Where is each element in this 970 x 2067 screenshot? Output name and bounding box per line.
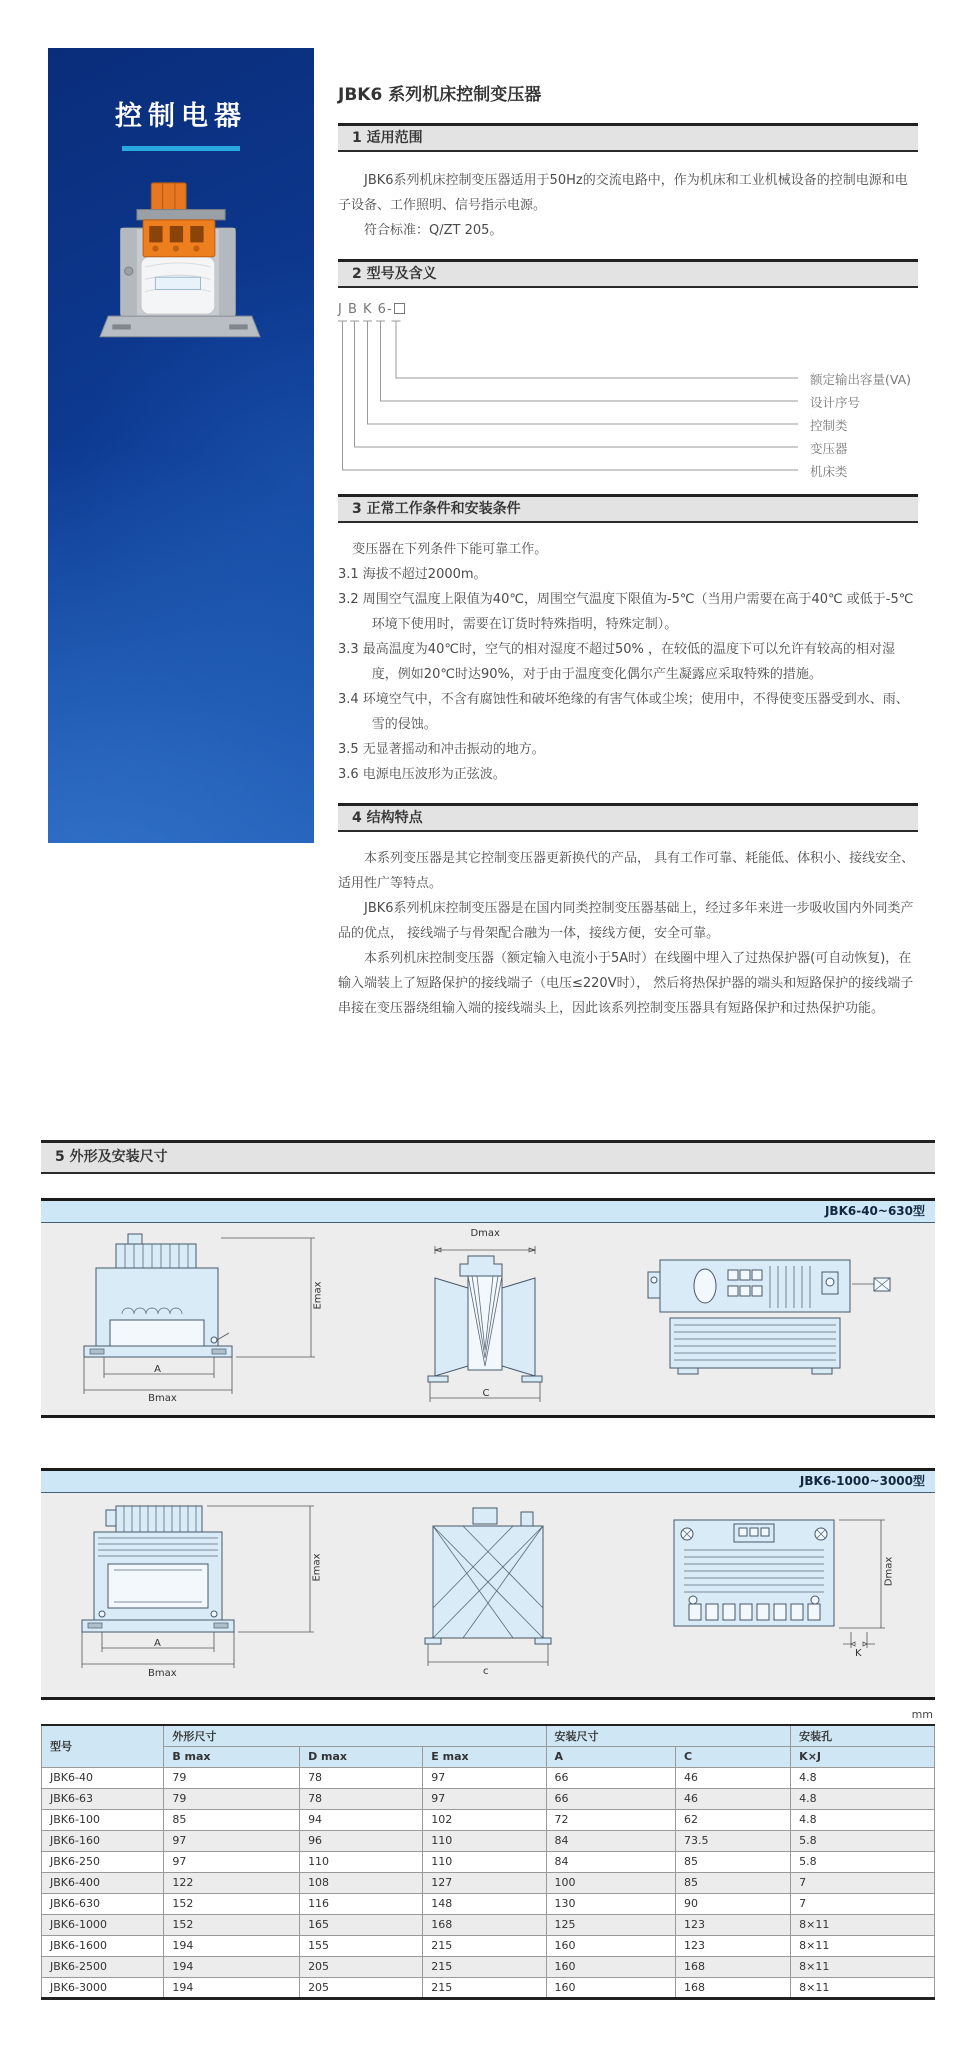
cell: 168 [423, 1914, 546, 1935]
table-row [42, 1956, 935, 1977]
dim-c: c [483, 1666, 489, 1677]
dim-c: C [482, 1388, 490, 1399]
designation-label: 控制类 [810, 418, 848, 433]
designation-label: 设计序号 [810, 395, 861, 410]
panel-model-range-label: JBK6-1000~3000型 [41, 1471, 935, 1493]
cell-model: JBK6-400 [42, 1872, 164, 1893]
table-row [42, 1893, 935, 1914]
section4-paragraph: JBK6系列机床控制变压器是在国内同类控制变压器基础上，经过多年来进一步吸收国内外同类产品的优点， 接线端子与骨架配合融为一体，接线方便，安全可靠。 [338, 901, 914, 941]
front-view-drawing [62, 1498, 347, 1692]
dim-emax: Emax [312, 1281, 324, 1310]
dim-bmax: Bmax [148, 1668, 177, 1679]
cell: 160 [546, 1977, 675, 1998]
section1-paragraph: JBK6系列机床控制变压器适用于50Hz的交流电路中，作为机床和工业机械设备的控制电源和电子设备、工作照明、信号指示电源。 [338, 173, 908, 213]
col-header-a: A [546, 1746, 675, 1767]
cell: 66 [546, 1788, 675, 1809]
cell: 4.8 [791, 1809, 935, 1830]
condition-item: 3.4 环境空气中，不含有腐蚀性和破坏绝缘的有害气体或尘埃；使用中，不得使变压器受到水、雨、雪的侵蚀。 [338, 692, 909, 732]
section1-standard: 符合标准：Q/ZT 205。 [364, 223, 503, 238]
side-view-drawing [373, 1498, 603, 1692]
cell: 102 [423, 1809, 546, 1830]
cell-model: JBK6-1000 [42, 1914, 164, 1935]
cell-model: JBK6-1600 [42, 1935, 164, 1956]
cell: 97 [164, 1851, 300, 1872]
col-header-dmax: D max [300, 1746, 423, 1767]
main-column [338, 80, 918, 1021]
cell-model: JBK6-40 [42, 1767, 164, 1788]
cell: 122 [164, 1872, 300, 1893]
cell: 7 [791, 1893, 935, 1914]
cell: 96 [300, 1830, 423, 1851]
col-header-c: C [675, 1746, 790, 1767]
col-header-emax: E max [423, 1746, 546, 1767]
cell: 123 [675, 1935, 790, 1956]
section3-intro: 变压器在下列条件下能可靠工作。 [352, 542, 548, 557]
col-header-bmax: B max [164, 1746, 300, 1767]
dimension-panel-small-models [41, 1198, 935, 1418]
cell-model: JBK6-250 [42, 1851, 164, 1872]
table-row [42, 1767, 935, 1788]
section2-header: 2 型号及含义 [338, 259, 918, 288]
cell: 4.8 [791, 1788, 935, 1809]
cell: 127 [423, 1872, 546, 1893]
cell: 84 [546, 1851, 675, 1872]
table-row [42, 1977, 935, 1998]
section1-header: 1 适用范围 [338, 123, 918, 152]
panel-drawings [41, 1493, 935, 1697]
cell: 97 [423, 1767, 546, 1788]
condition-item: 3.5 无显著摇动和冲击振动的地方。 [338, 742, 545, 757]
cell: 155 [300, 1935, 423, 1956]
cell: 110 [423, 1830, 546, 1851]
table-row [42, 1872, 935, 1893]
rear-view-drawing [630, 1228, 910, 1410]
dim-bmax: Bmax [148, 1393, 177, 1404]
condition-item: 3.2 周围空气温度上限值为40℃，周围空气温度下限值为-5℃（当用户需要在高于40℃ 或低于-5℃ 环境下使用时，需要在订货时特殊指明，特殊定制）。 [338, 592, 914, 632]
cell-model: JBK6-63 [42, 1788, 164, 1809]
model-designation-diagram [338, 302, 918, 494]
cell-model: JBK6-3000 [42, 1977, 164, 1998]
sidebar-title: 控制电器 [115, 101, 247, 132]
section4-header: 4 结构特点 [338, 803, 918, 832]
cell: 7 [791, 1872, 935, 1893]
side-view-drawing [380, 1228, 595, 1410]
cell: 73.5 [675, 1830, 790, 1851]
cell: 66 [546, 1767, 675, 1788]
transformer-product-photo [98, 180, 262, 356]
dim-a: A [154, 1638, 161, 1649]
designation-label: 机床类 [810, 464, 848, 479]
cell: 8×11 [791, 1935, 935, 1956]
table-group-header-row [42, 1725, 935, 1746]
section4-body [338, 846, 918, 1021]
table-row [42, 1788, 935, 1809]
cell: 4.8 [791, 1767, 935, 1788]
cell: 97 [423, 1788, 546, 1809]
cell: 160 [546, 1935, 675, 1956]
section4-paragraph: 本系列机床控制变压器（额定输入电流小于5A时）在线圈中埋入了过热保护器(可自动恢复)，在输入端装上了短路保护的接线端子（电压≤220V时）， 然后将热保护器的端头和短路保护的接线端子串接在变压器绕组输入端的接线端头上，因此该系列控制变压器具有短路保护和过热保护功能。 [338, 951, 914, 1016]
cell-model: JBK6-100 [42, 1809, 164, 1830]
col-header-kj: K×J [791, 1746, 935, 1767]
cell: 78 [300, 1788, 423, 1809]
section3-header: 3 正常工作条件和安装条件 [338, 494, 918, 523]
cell: 168 [675, 1956, 790, 1977]
col-group-mounting: 安装尺寸 [546, 1725, 791, 1746]
cell: 97 [164, 1830, 300, 1851]
col-header-model: 型号 [42, 1725, 164, 1767]
cell-model: JBK6-160 [42, 1830, 164, 1851]
cell: 85 [675, 1851, 790, 1872]
table-row [42, 1830, 935, 1851]
panel-model-range-label: JBK6-40~630型 [41, 1201, 935, 1223]
cell: 8×11 [791, 1977, 935, 1998]
dim-dmax: Dmax [470, 1228, 500, 1239]
cell: 116 [300, 1893, 423, 1914]
unit-label: mm [911, 1708, 933, 1721]
cell: 72 [546, 1809, 675, 1830]
cell: 168 [675, 1977, 790, 1998]
section3-conditions [338, 562, 918, 787]
section4-paragraph: 本系列变压器是其它控制变压器更新换代的产品， 具有工作可靠、耗能低、体积小、接线安全、适用性广等特点。 [338, 851, 915, 891]
cell: 215 [423, 1935, 546, 1956]
cell: 5.8 [791, 1830, 935, 1851]
dimension-panel-large-models [41, 1468, 935, 1700]
table-row [42, 1914, 935, 1935]
sidebar [48, 48, 314, 843]
cell: 85 [164, 1809, 300, 1830]
cell: 194 [164, 1935, 300, 1956]
cell: 123 [675, 1914, 790, 1935]
cell: 8×11 [791, 1914, 935, 1935]
cell: 46 [675, 1788, 790, 1809]
cell: 205 [300, 1977, 423, 1998]
cell: 194 [164, 1956, 300, 1977]
cell: 90 [675, 1893, 790, 1914]
cell-model: JBK6-630 [42, 1893, 164, 1914]
cell: 84 [546, 1830, 675, 1851]
cell: 79 [164, 1788, 300, 1809]
table-row [42, 1851, 935, 1872]
page-title: JBK6 系列机床控制变压器 [338, 85, 542, 105]
cell: 79 [164, 1767, 300, 1788]
table-row [42, 1809, 935, 1830]
cell: 100 [546, 1872, 675, 1893]
cell: 110 [423, 1851, 546, 1872]
cell: 215 [423, 1977, 546, 1998]
cell: 85 [675, 1872, 790, 1893]
cell: 62 [675, 1809, 790, 1830]
cell: 152 [164, 1914, 300, 1935]
rear-view-drawing [629, 1498, 914, 1692]
designation-label: 额定输出容量(VA) [810, 372, 912, 387]
table-row [42, 1935, 935, 1956]
col-group-outline: 外形尺寸 [164, 1725, 546, 1746]
panel-drawings [41, 1223, 935, 1415]
cell: 94 [300, 1809, 423, 1830]
cell: 205 [300, 1956, 423, 1977]
cell: 108 [300, 1872, 423, 1893]
condition-item: 3.3 最高温度为40℃时，空气的相对湿度不超过50% ，在较低的温度下可以允许有较高的相对湿度，例如20℃时达90%，对于由于温度变化偶尔产生凝露应采取特殊的措施。 [338, 642, 895, 682]
section5 [41, 1140, 935, 2000]
condition-item: 3.1 海拔不超过2000m。 [338, 567, 487, 582]
condition-item: 3.6 电源电压波形为正弦波。 [338, 767, 506, 782]
cell: 152 [164, 1893, 300, 1914]
cell: 46 [675, 1767, 790, 1788]
cell: 8×11 [791, 1956, 935, 1977]
dim-emax: Emax [311, 1553, 323, 1582]
dim-a: A [154, 1364, 161, 1375]
cell: 5.8 [791, 1851, 935, 1872]
cell: 160 [546, 1956, 675, 1977]
cell: 130 [546, 1893, 675, 1914]
designation-label: 变压器 [810, 441, 848, 456]
dimension-table [41, 1724, 935, 2000]
cell: 194 [164, 1977, 300, 1998]
front-view-drawing [66, 1228, 346, 1410]
model-code-text: J B K 6- [338, 302, 393, 317]
cell: 78 [300, 1767, 423, 1788]
dim-dmax: Dmax [883, 1556, 895, 1587]
cell-model: JBK6-2500 [42, 1956, 164, 1977]
cell: 125 [546, 1914, 675, 1935]
section5-header: 5 外形及安装尺寸 [41, 1140, 935, 1174]
cell: 215 [423, 1956, 546, 1977]
cell: 165 [300, 1914, 423, 1935]
table-sub-header-row [42, 1746, 935, 1767]
col-group-hole: 安装孔 [791, 1725, 935, 1746]
cell: 110 [300, 1851, 423, 1872]
sidebar-accent-bar [122, 146, 240, 151]
cell: 148 [423, 1893, 546, 1914]
dim-k: K [855, 1648, 862, 1659]
